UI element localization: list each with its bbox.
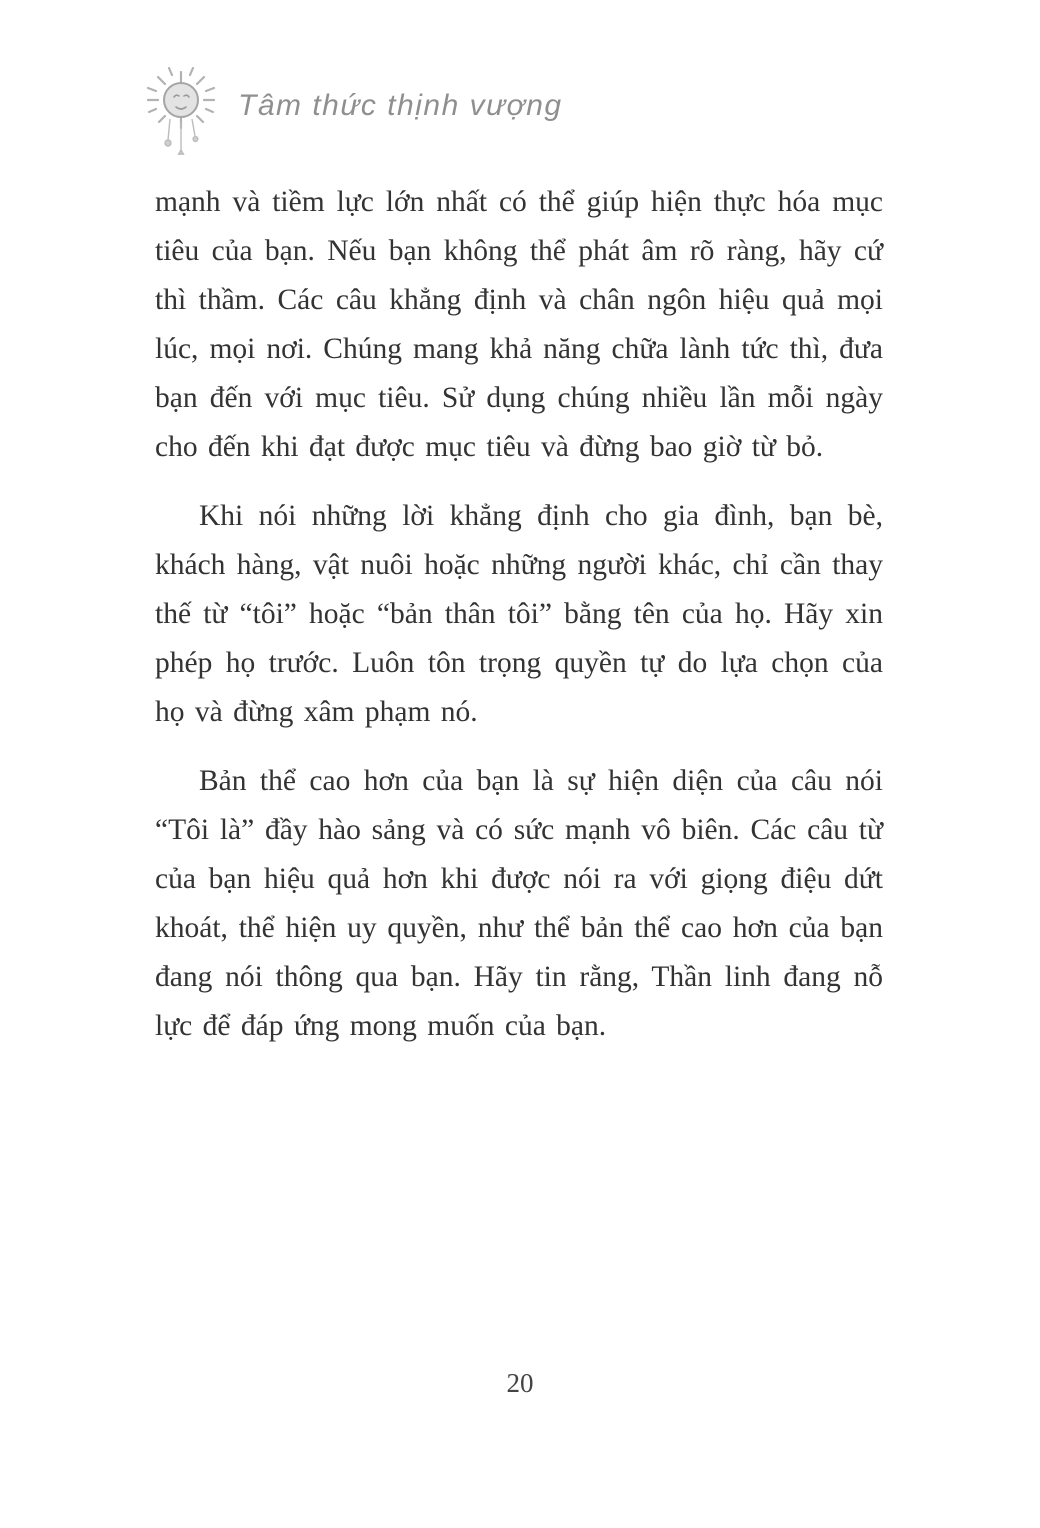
page-footer: [0, 1368, 1040, 1399]
running-head-title: Tâm thức thịnh vượng: [238, 89, 563, 122]
sun-icon: [138, 62, 224, 162]
page-content: [155, 178, 883, 1071]
page-header: [138, 62, 563, 162]
paragraph-2: Khi nói những lời khẳng định cho gia đình, bạn bè, khách hàng, vật nuôi hoặc những người khác, chỉ cần thay thế từ “tôi” hoặc “bản thân tôi” bằng tên của họ. Hãy xin phép họ trước. Luôn tôn trọng quyền tự do lựa chọn của họ và đừng xâm phạm nó.: [155, 500, 883, 728]
page-number: 20: [506, 1368, 534, 1398]
paragraph-3: Bản thể cao hơn của bạn là sự hiện diện của câu nói “Tôi là” đầy hào sảng và có sức mạnh vô biên. Các câu từ của bạn hiệu quả hơn khi được nói ra với giọng điệu dứt khoát, thể hiện uy quyền, như thể bản thể cao hơn của bạn đang nói thông qua bạn. Hãy tin rằng, Thần linh đang nỗ lực để đáp ứng mong muốn của bạn.: [155, 765, 883, 1042]
paragraph-1: mạnh và tiềm lực lớn nhất có thể giúp hiện thực hóa mục tiêu của bạn. Nếu bạn không thể phát âm rõ ràng, hãy cứ thì thầm. Các câu khẳng định và chân ngôn hiệu quả mọi lúc, mọi nơi. Chúng mang khả năng chữa lành tức thì, đưa bạn đến với mục tiêu. Sử dụng chúng nhiều lần mỗi ngày cho đến khi đạt được mục tiêu và đừng bao giờ từ bỏ.: [155, 186, 883, 463]
